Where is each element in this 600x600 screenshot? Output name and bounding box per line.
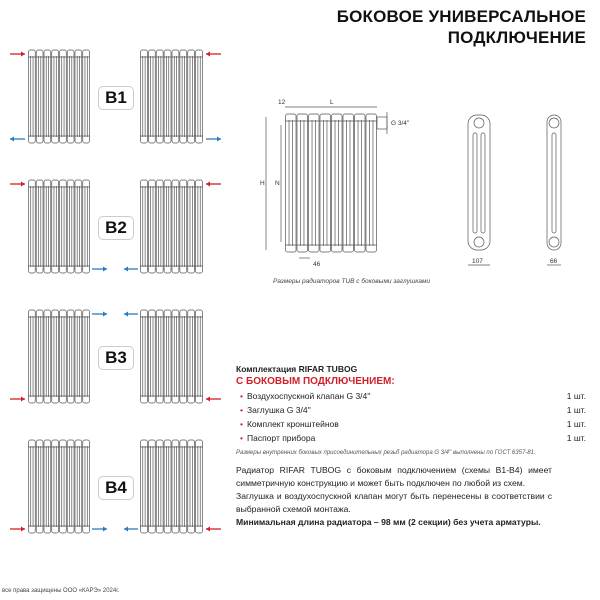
kit-item: [236, 391, 586, 401]
scheme-label-b4: B4: [98, 476, 134, 500]
description: [236, 464, 552, 529]
radiator-icon: [285, 114, 377, 252]
return-arrow-icon: [92, 527, 107, 532]
scheme-label-b1: B1: [98, 86, 134, 110]
kit-heading: Комплектация RIFAR TUBOG: [236, 364, 358, 374]
dim-12: 12: [278, 99, 286, 106]
radiator-side-view-66: [547, 115, 561, 250]
kit-item-qty: 1 шт.: [566, 419, 586, 429]
dim-107: 107: [472, 258, 483, 265]
description-p2: Заглушка и воздухоспускной клапан могут быть перенесены в соответствии с выбранной схемой монтажа.: [236, 491, 552, 514]
radiator-icon: [28, 440, 90, 533]
bullet-icon: •: [240, 391, 243, 401]
kit-item-name: Паспорт прибора: [246, 433, 316, 443]
scheme-label-b3: B3: [98, 346, 134, 370]
bullet-icon: •: [240, 419, 243, 429]
radiator-icon: [28, 310, 90, 403]
thread-label: G 3/4'': [391, 120, 410, 127]
kit-item-name: Комплект кронштейнов: [246, 419, 339, 429]
radiator-side-view-107: [468, 115, 490, 250]
return-arrow-icon: [92, 312, 107, 317]
kit-section: [236, 364, 586, 456]
dim-n: N: [275, 180, 280, 187]
supply-arrow-icon: [10, 527, 25, 532]
kit-item: [236, 405, 586, 415]
description-p1: Радиатор RIFAR TUBOG с боковым подключением (схемы B1-B4) имеет симметричную конструкцию и может быть подключен по любой из схем.: [236, 465, 552, 488]
kit-item: [236, 433, 586, 443]
radiator-icon: [140, 440, 203, 533]
bullet-icon: •: [240, 433, 243, 443]
dim-l: L: [330, 99, 334, 106]
drawing-caption: Размеры радиаторов TUB с боковыми заглушками: [273, 278, 431, 285]
title-line-2: ПОДКЛЮЧЕНИЕ: [447, 28, 586, 47]
dim-h: H: [260, 180, 265, 187]
kit-item: [236, 419, 586, 429]
description-p3: Минимальная длина радиатора – 98 мм (2 секции) без учета арматуры.: [236, 517, 541, 527]
title-line-1: БОКОВОЕ УНИВЕРСАЛЬНОЕ: [336, 7, 586, 26]
return-arrow-icon: [124, 312, 138, 317]
kit-item-qty: 1 шт.: [566, 405, 586, 415]
bullet-icon: •: [240, 405, 243, 415]
kit-subheading: С БОКОВЫМ ПОДКЛЮЧЕНИЕМ:: [236, 376, 395, 387]
kit-item-name: Воздухоспускной клапан G 3/4'': [246, 391, 371, 401]
kit-item-name: Заглушка G 3/4'': [246, 405, 311, 415]
radiator-icon: [140, 310, 203, 403]
dim-66: 66: [550, 258, 558, 265]
radiator-front-view: [285, 114, 377, 252]
supply-arrow-icon: [206, 397, 221, 402]
scheme-label-b2: B2: [98, 216, 134, 240]
return-arrow-icon: [124, 527, 138, 532]
dim-46: 46: [313, 261, 321, 268]
copyright-footer: все права защищены ООО «КАРЭ» 2024г.: [2, 588, 120, 594]
supply-arrow-icon: [10, 397, 25, 402]
kit-item-qty: 1 шт.: [566, 391, 586, 401]
supply-arrow-icon: [206, 527, 221, 532]
kit-item-qty: 1 шт.: [566, 433, 586, 443]
kit-note: Размеры внутренних боковых присоединительных резьб радиатора G 3/4'' выполнены по ГОСТ 6357-81.: [236, 450, 536, 456]
thread-fitting: [377, 117, 387, 129]
